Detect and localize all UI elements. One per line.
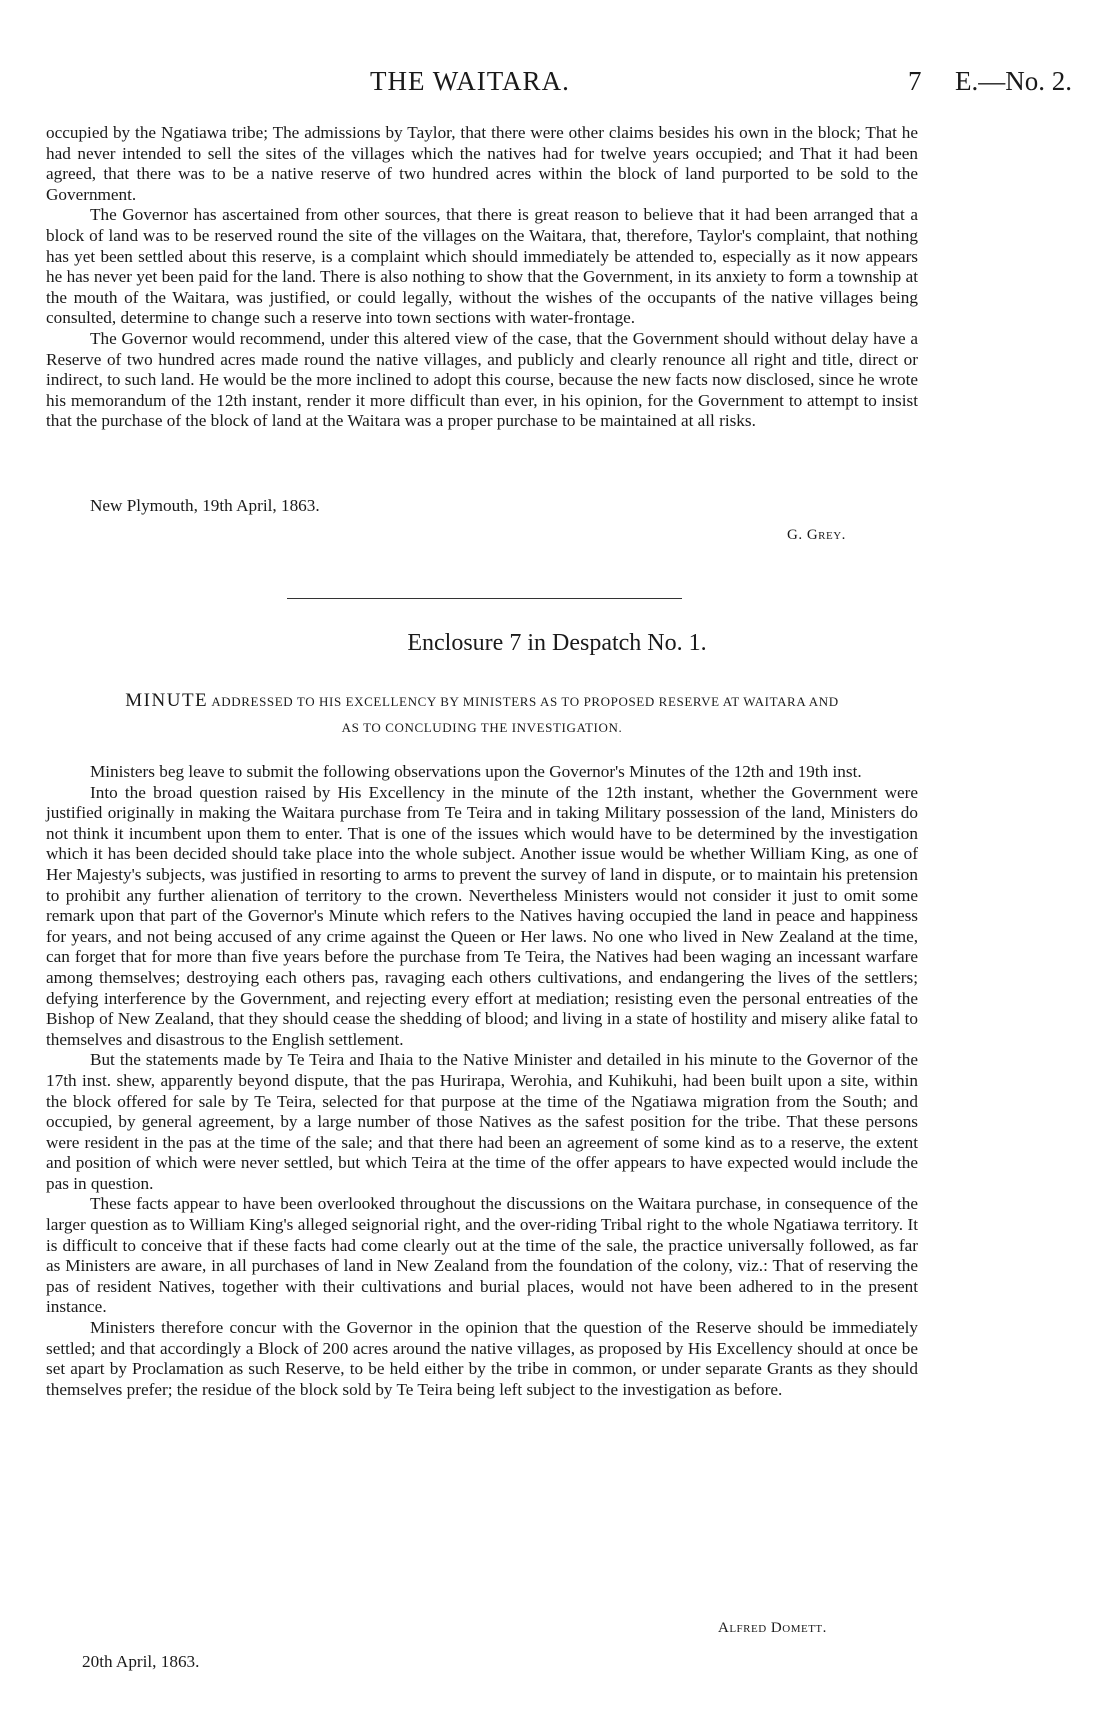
paragraph: The Governor would recommend, under this altered view of the case, that the Government should without delay have a Reserve of two hundred acres made round the native villages, and publicly and clearly renounce all right and title, direct or indirect, to such land. He would be the more inclined to adopt this course, because the new facts now disclosed, since he wrote his memorandum of the 12th instant, render it more difficult than ever, in his opinion, for the Government to attempt to insist that the purchase of the block of land at the Waitara was a proper purchase to be maintained at all risks. — [46, 328, 918, 431]
page-number: 7 — [908, 66, 922, 96]
document-reference: E.—No. 2. — [955, 66, 1072, 96]
place-date: 20th April, 1863. — [82, 1652, 200, 1671]
signature: G. Grey. — [787, 527, 846, 543]
paragraph: occupied by the Ngatiawa tribe; The admissions by Taylor, that there were other claims besides his own in the block; That he had never intended to sell the sites of the villages which the natives had for twelve years occupied; and That it had been agreed, that there was to be a native reserve of two hundred acres within the block of land purported to be sold to the Government. — [46, 123, 918, 204]
section-divider — [287, 598, 682, 599]
ministers-minute-body — [46, 762, 918, 1400]
paragraph: Ministers therefore concur with the Governor in the opinion that the question of the Reserve should be immediately settled; and that accordingly a Block of 200 acres around the native villages, as proposed by His Excellency should at once be set apart by Proclamation as such Reserve, to be held either by the tribe in common, or under separate Grants as they should themselves prefer; the residue of the block sold by Te Teira being left subject to the investigation as before. — [46, 1318, 918, 1399]
place-date: New Plymouth, 19th April, 1863. — [90, 496, 320, 515]
signature: Alfred Domett. — [718, 1620, 827, 1636]
paragraph: But the statements made by Te Teira and Ihaia to the Native Minister and detailed in his minute to the Governor of the 17th inst. shew, apparently beyond dispute, that the pas Hurirapa, Werohia, and Kuhikuhi, had been built upon a site, within the block offered for sale by Te Teira, selected for that purpose at the time of the Ngatiawa migration from the South; and occupied, by general agreement, by a large number of those Natives as the safest position for the tribe. That these persons were resident in the pas at the time of the sale; and that there had been an agreement of some kind as to a reserve, the extent and position of which were never settled, but which Teira at the time of the offer appears to have expected would include the pas in question. — [46, 1050, 918, 1193]
running-title: THE WAITARA. — [370, 66, 570, 96]
minute-title-line2: AS TO CONCLUDING THE INVESTIGATION. — [341, 720, 623, 735]
paragraph: Into the broad question raised by His Excellency in the minute of the 12th instant, whether the Government were justified originally in making the Waitara purchase from Te Teira and in taking Military possession of the land, Ministers do not think it incumbent upon them to enter. That is one of the issues which would have to be determined by the investigation which it has been decided should take place into the whole subject. Another issue would be whether William King, as one of Her Majesty's subjects, was justified in resorting to arms to prevent the survey of land in dispute, or to maintain his pretension to prohibit any further alienation of territory to the crown. Nevertheless Ministers would not consider it just to omit some remark upon that part of the Governor's Minute which refers to the Natives having occupied the land in peace and happiness for years, and not being accused of any crime against the Queen or Her laws. No one who lived in New Zealand at the time, can forget that for more than five years before the purchase from Te Teira, the Natives had been waging an incessant warfare among themselves; destroying each others pas, ravaging each others cultivations, and endangering the lives of the settlers; defying interference by the Government, and rejecting every effort at mediation; resisting even the personal entreaties of the Bishop of New Zealand, that they should cease the shedding of blood; and living in a state of hostility and misery alike fatal to themselves and disastrous to the English settlement. — [46, 782, 918, 1049]
paragraph: These facts appear to have been overlooked throughout the discussions on the Waitara purchase, in consequence of the larger question as to William King's alleged seignorial right, and the over-riding Tribal right to the whole Ngatiawa territory. It is difficult to conceive that if these facts had come clearly out at the time of the sale, the practice universally followed, as far as Ministers are aware, in all purchases of land in New Zealand from the foundation of the colony, viz.: That of reserving the pas of resident Natives, together with their cultivations and burial places, would not have been adhered to in the present instance. — [46, 1194, 918, 1317]
governor-minute-body — [46, 123, 918, 432]
minute-word: MINUTE — [125, 690, 209, 711]
enclosure-heading: Enclosure 7 in Despatch No. 1. — [407, 630, 707, 656]
minute-title-line1: ADDRESSED TO HIS EXCELLENCY BY MINISTERS AS TO PROPOSED RESERVE AT WAITARA AND — [211, 694, 839, 709]
minute-heading — [46, 688, 918, 741]
paragraph: Ministers beg leave to submit the following observations upon the Governor's Minutes of the 12th and 19th inst. — [90, 762, 862, 781]
page-header — [0, 66, 1114, 106]
paragraph: The Governor has ascertained from other sources, that there is great reason to believe that it had been arranged that a block of land was to be reserved round the site of the villages on the Waitara, that, therefore, Taylor's complaint, that nothing has yet been settled about this reserve, is a complaint which should immediately be attended to, especially as it now appears he has never yet been paid for the land. There is also nothing to show that the Government, in its anxiety to form a township at the mouth of the Waitara, was justified, or could legally, without the wishes of the occupants of the native villages being consulted, determine to change such a reserve into town sections with water-frontage. — [46, 205, 918, 328]
